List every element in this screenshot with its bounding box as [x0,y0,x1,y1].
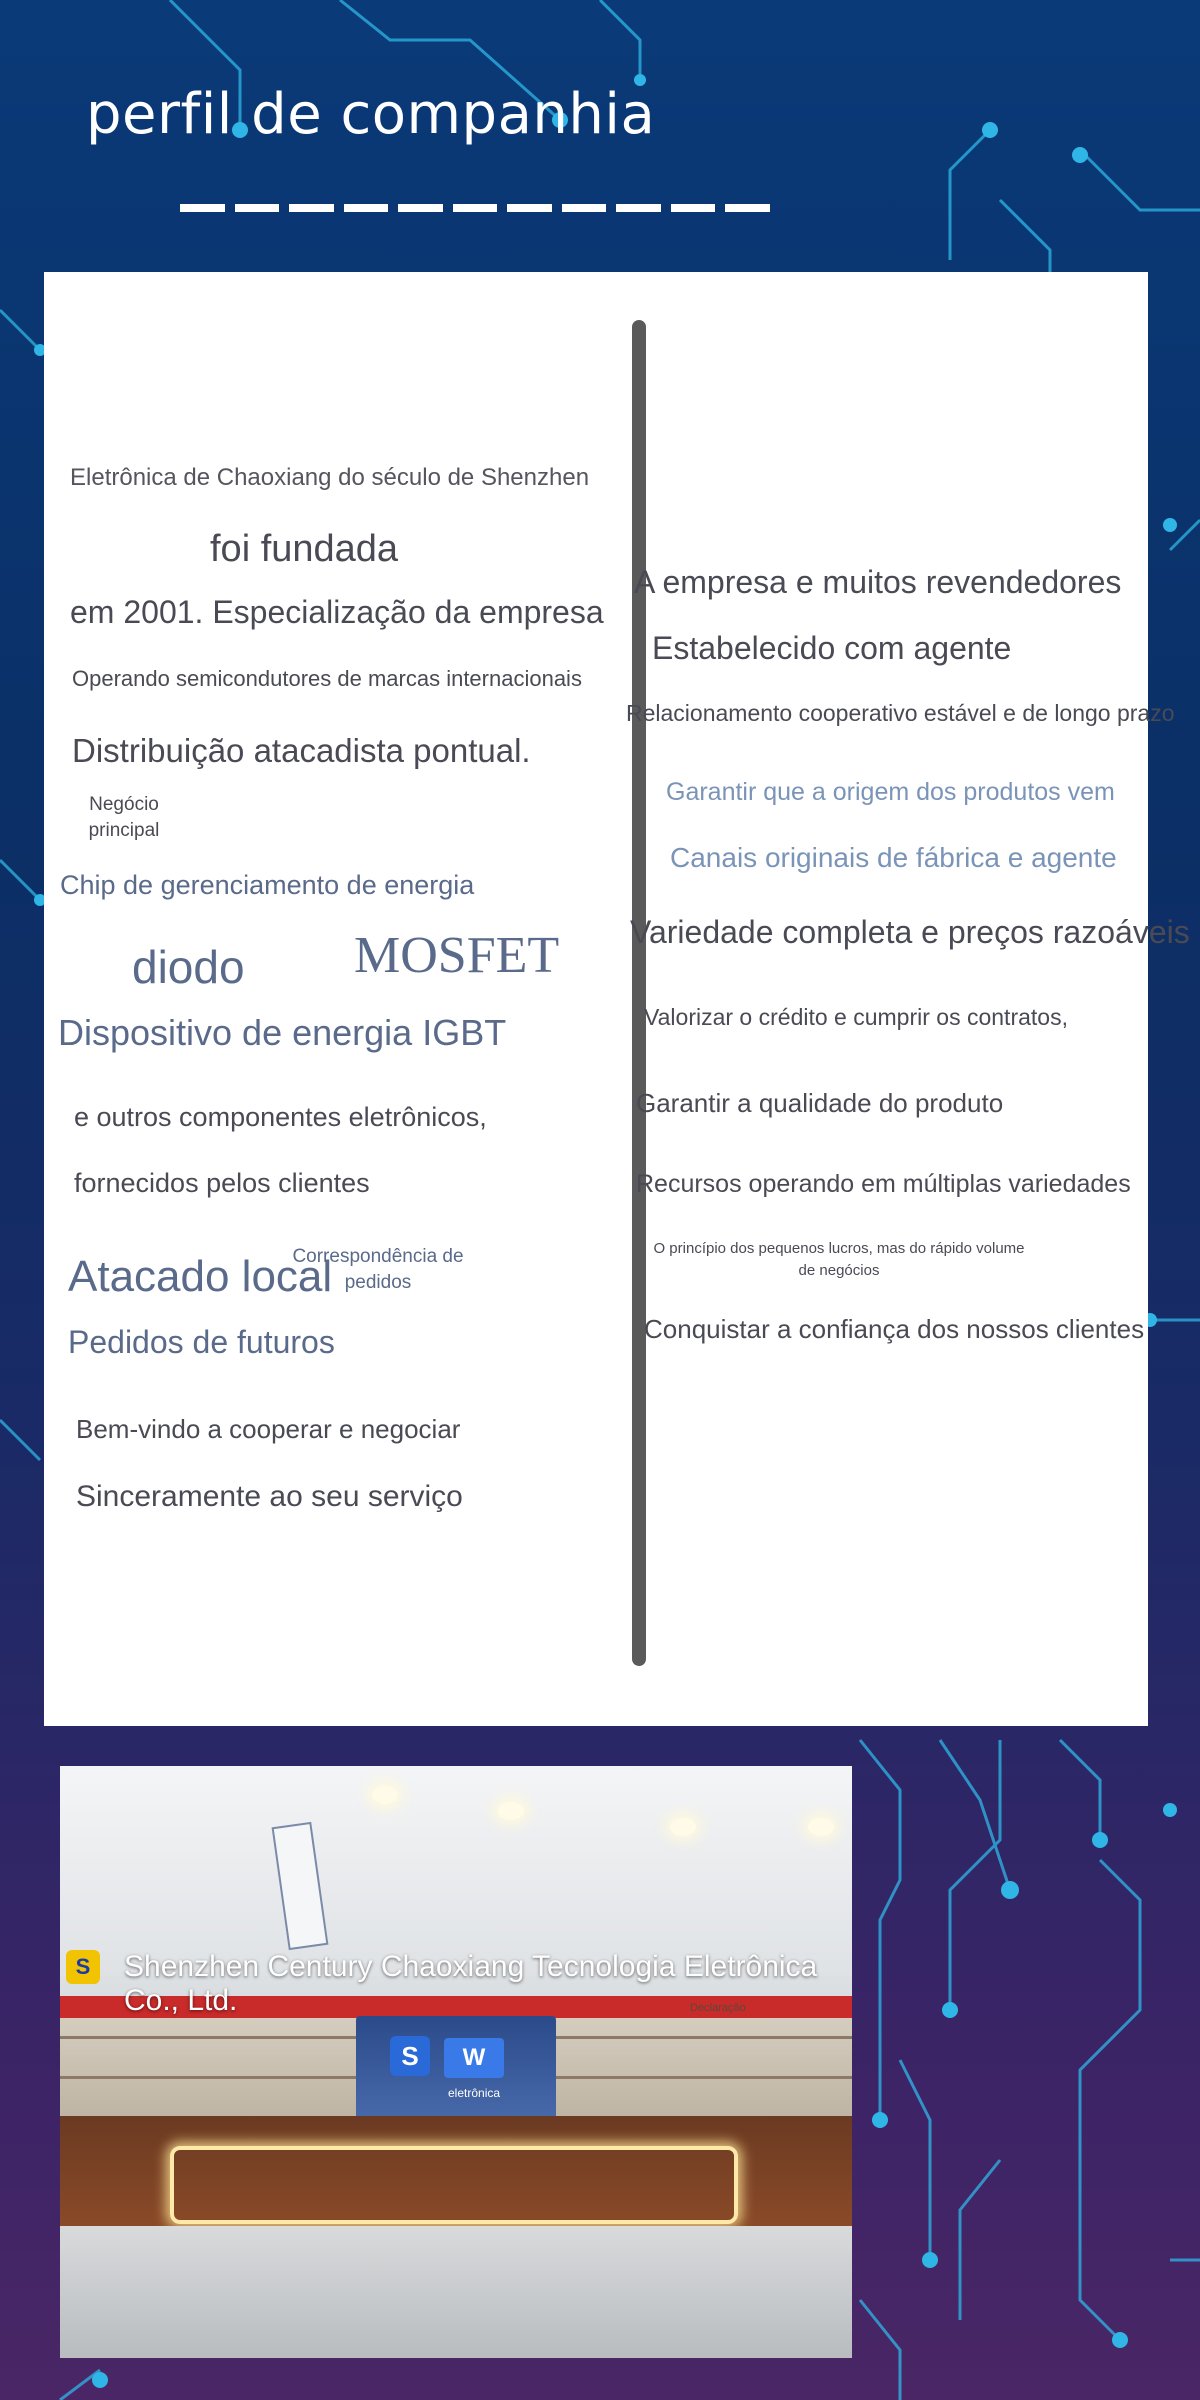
photo-ceiling [60,1766,852,1976]
futures-orders-text: Pedidos de futuros [68,1324,335,1360]
ceiling-light [372,1786,398,1804]
wall-sign-text: Declaração [690,2002,746,2014]
quality-text: Garantir a qualidade do produto [636,1088,1004,1118]
office-photo [60,1766,852,2358]
photo-floor [60,2226,852,2358]
main-business-label: Negócio principal [88,794,160,841]
brand-caption: eletrônica [448,2086,501,2100]
trust-text: Conquistar a confiança dos nossos clientes [644,1314,1145,1344]
service-text: Sinceramente ao seu serviço [76,1480,463,1513]
channels-text: Canais originais de fábrica e agente [670,842,1117,873]
partner-logo-w: W [444,2038,504,2078]
page-title: perfil de companhia [86,82,656,147]
local-wholesale-text: Atacado local [68,1252,333,1301]
company-banner: Shenzhen Century Chaoxiang Tecnologia Eletrônica Co., Ltd. [124,1950,818,2017]
relationship-text: Relacionamento cooperativo estável e de longo prazo [626,700,1175,726]
other-components-text: e outros componentes eletrônicos, [74,1102,487,1132]
year-line: em 2001. Especialização da empresa [70,594,604,630]
founded-text: foi fundada [210,528,399,570]
column-divider [632,320,646,1666]
operating-line: Operando semicondutores de marcas internacionais [72,666,582,691]
principle-text: O princípio dos pequenos lucros, mas do rápido volume de negócios [653,1240,1025,1279]
resellers-text: A empresa e muitos revendedores [634,564,1122,600]
diode-text: diodo [132,941,245,993]
supplied-text: fornecidos pelos clientes [74,1168,370,1198]
power-chip-text: Chip de gerenciamento de energia [60,870,475,900]
welcome-text: Bem-vindo a cooperar e negociar [76,1414,461,1444]
company-logo-s: S [390,2036,430,2076]
agent-text: Estabelecido com agente [652,630,1012,666]
ceiling-light [498,1802,524,1820]
neon-light-strip [170,2146,738,2224]
ceiling-light [808,1818,834,1836]
profile-card [44,272,1190,1726]
igbt-text: Dispositivo de energia IGBT [58,1012,507,1053]
company-logo-icon: S [66,1950,100,1984]
variety-text: Variedade completa e preços razoáveis [630,914,1190,950]
distribution-line: Distribuição atacadista pontual. [72,732,531,769]
origin-text: Garantir que a origem dos produtos vem [666,778,1115,806]
mosfet-text: MOSFET [354,927,560,984]
resources-text: Recursos operando em múltiplas variedades [636,1170,1131,1198]
credit-text: Valorizar o crédito e cumprir os contratos, [644,1004,1068,1030]
founding-line: Eletrônica de Chaoxiang do século de Shenzhen [70,464,590,491]
title-underline [180,204,770,212]
order-matching-text: Correspondência de pedidos [292,1246,464,1293]
ceiling-light [670,1818,696,1836]
